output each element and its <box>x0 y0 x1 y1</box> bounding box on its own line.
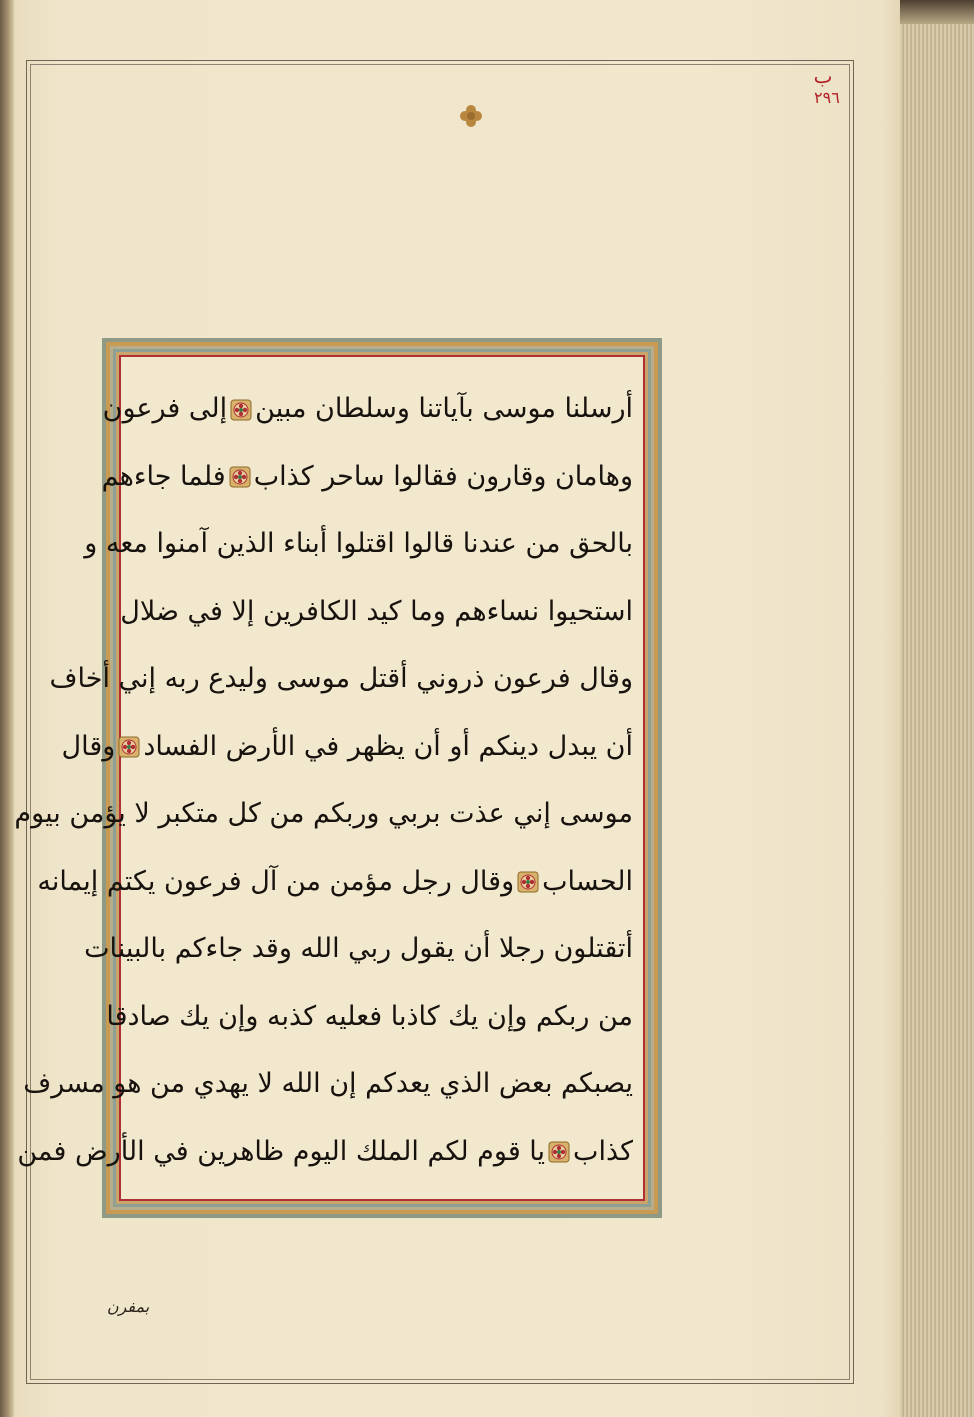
gold-rosette-icon <box>459 104 483 128</box>
verse-line <box>101 443 633 511</box>
verse-lines <box>14 375 633 1189</box>
rosette-verse-marker-icon <box>230 399 252 421</box>
verse-text: وهامان وقارون فقالوا ساحر كذاب <box>253 460 633 492</box>
page-fore-edge-shadow <box>900 0 974 24</box>
book-gutter <box>0 0 14 1417</box>
verse-line <box>120 578 633 646</box>
verse-line <box>17 1118 633 1186</box>
verse-text: يا قوم لكم الملك اليوم ظاهرين في الأرض فمن <box>17 1135 546 1167</box>
verse-line <box>106 983 633 1051</box>
verse-line <box>84 510 633 578</box>
verse-line <box>49 645 633 713</box>
text-block <box>14 357 643 1199</box>
verse-line <box>61 713 633 781</box>
verse-text: أرسلنا موسى بآياتنا وسلطان مبين <box>255 393 633 424</box>
verse-line <box>84 915 633 983</box>
page-fore-edge <box>900 0 974 1417</box>
verse-line <box>14 780 633 848</box>
verse-text: كذاب <box>573 1135 633 1167</box>
folio-letter: ب <box>813 64 833 88</box>
verse-text: إلى فرعون <box>102 393 228 424</box>
verse-text: وقال فرعون ذروني أقتل موسى وليدع ربه إني أخاف <box>49 663 633 694</box>
verse-text: أن يبدل دينكم أو أن يظهر في الأرض الفساد <box>143 730 633 762</box>
rosette-verse-marker-icon <box>548 1141 570 1163</box>
verse-text: فلما جاءهم <box>101 460 226 492</box>
rosette-verse-marker-icon <box>229 466 251 488</box>
folio-number: ٢٩٦ <box>814 88 840 107</box>
verse-line <box>23 1050 633 1118</box>
verse-line <box>102 375 633 443</box>
verse-text: وقال رجل مؤمن من آل فرعون يكتم إيمانه <box>37 865 515 897</box>
verse-text: وقال <box>61 730 116 762</box>
verse-text: موسى إني عذت بربي وربكم من كل متكبر لا يؤمن بيوم <box>14 798 633 829</box>
verse-text: يصبكم بعض الذي يعدكم إن الله لا يهدي من هو مسرف <box>23 1068 633 1099</box>
verse-text: استحيوا نساءهم وما كيد الكافرين إلا في ضلال <box>120 595 633 627</box>
verse-text: من ربكم وإن يك كاذبا فعليه كذبه وإن يك صادقا <box>106 1000 633 1032</box>
lower-margin-note: بمفرن <box>106 1297 150 1316</box>
verse-text: بالحق من عندنا قالوا اقتلوا أبناء الذين آمنوا معه و <box>84 528 633 559</box>
verse-text: أتقتلون رجلا أن يقول ربي الله وقد جاءكم بالبينات <box>84 933 633 964</box>
rosette-verse-marker-icon <box>517 871 539 893</box>
verse-line <box>37 848 633 916</box>
verse-text: الحساب <box>542 865 633 897</box>
text-panel <box>14 338 662 1218</box>
rosette-verse-marker-icon <box>118 736 140 758</box>
